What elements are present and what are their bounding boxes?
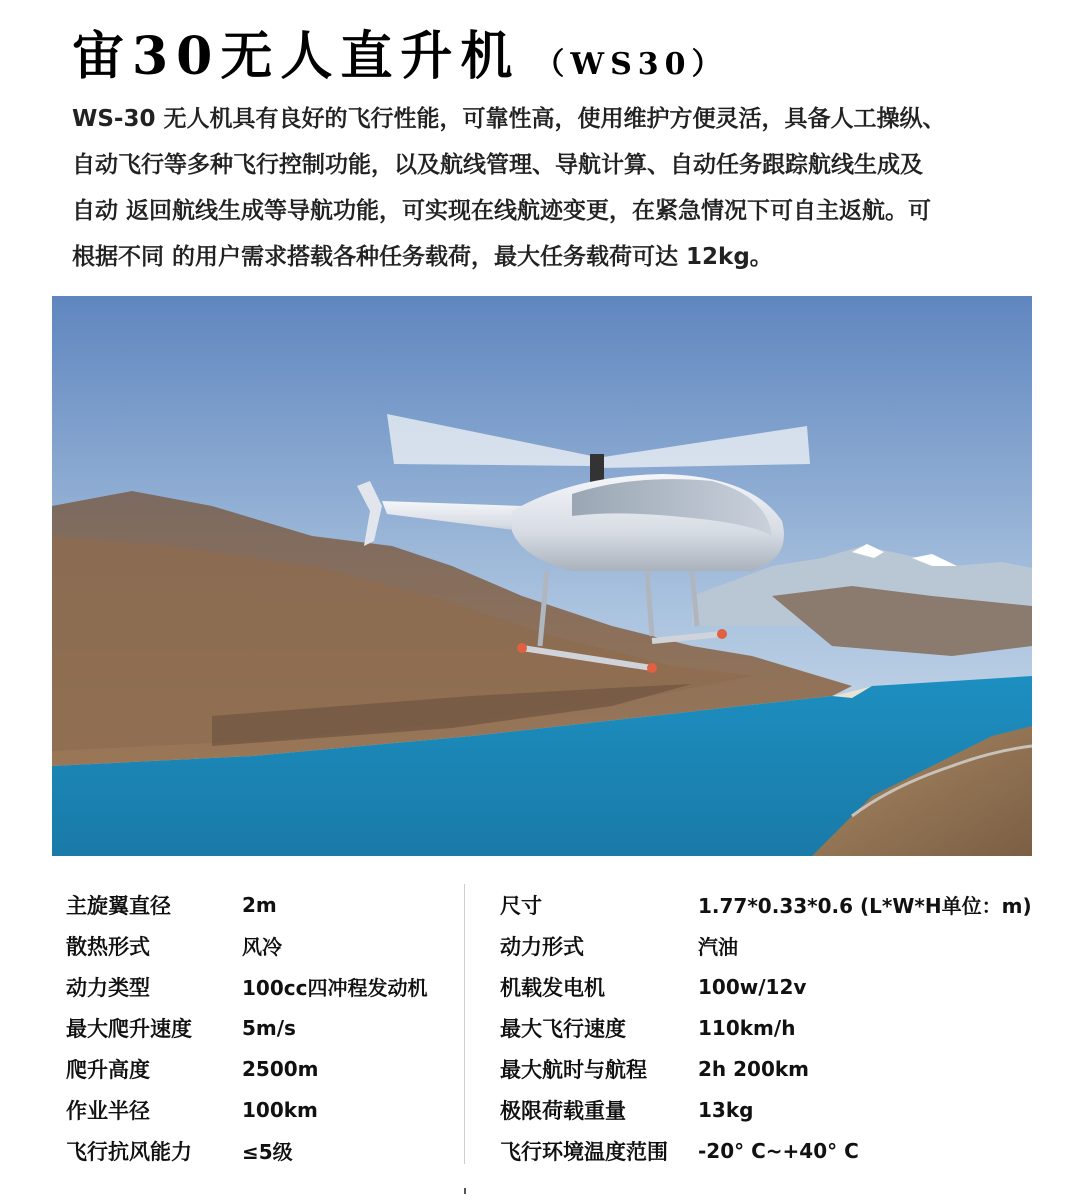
spec-label: 主旋翼直径 <box>66 893 171 918</box>
skid-tip <box>647 663 657 673</box>
spec-row <box>500 1007 1032 1048</box>
spec-label: 散热形式 <box>66 934 150 959</box>
spec-row <box>66 1007 427 1048</box>
title-main: 宙30无人直升机 <box>72 26 521 87</box>
spec-row <box>66 925 427 966</box>
spec-row <box>500 1130 1032 1171</box>
spec-label: 尺寸 <box>500 893 542 918</box>
spec-label: 最大飞行速度 <box>500 1016 626 1041</box>
spec-value: 汽油 <box>698 935 738 959</box>
spec-row <box>500 884 1032 925</box>
spec-row <box>66 884 427 925</box>
spec-value: 2m <box>242 892 277 917</box>
spec-value: 2h 200km <box>698 1056 810 1081</box>
spec-row <box>500 1048 1032 1089</box>
spec-value: 100km <box>242 1097 318 1122</box>
spec-label: 飞行环境温度范围 <box>500 1139 668 1164</box>
intro-line: 自动飞行等多种飞行控制功能，以及航线管理、导航计算、自动任务跟踪航线生成及 <box>72 152 923 178</box>
skid-tip <box>717 629 727 639</box>
intro-line: 自动 返回航线生成等导航功能，可实现在线航迹变更，在紧急情况下可自主返航。可 <box>72 198 932 224</box>
spec-row <box>66 1130 427 1171</box>
spec-row <box>66 1048 427 1089</box>
spec-label: 爬升高度 <box>66 1057 150 1082</box>
rotor-mast <box>590 454 604 484</box>
spec-value: 100w/12v <box>698 974 807 999</box>
spec-label: 飞行抗风能力 <box>66 1139 192 1164</box>
spec-label: 动力类型 <box>66 975 150 1000</box>
spec-value: 2500m <box>242 1056 319 1081</box>
spec-value: 1.77*0.33*0.6 (L*W*H单位：m) <box>698 894 1032 918</box>
intro-line: 根据不同 的用户需求搭载各种任务载荷，最大任务载荷可达 12kg。 <box>72 244 773 270</box>
spec-row <box>66 1089 427 1130</box>
spec-label: 动力形式 <box>500 934 584 959</box>
skid-tip <box>517 643 527 653</box>
spec-value: 5m/s <box>242 1015 296 1040</box>
landscape-illustration <box>52 296 1032 856</box>
spec-row <box>500 925 1032 966</box>
spec-column-left <box>66 884 427 1171</box>
spec-label: 极限荷载重量 <box>500 1098 626 1123</box>
helicopter-photo <box>52 296 1032 856</box>
intro-line: WS-30 无人机具有良好的飞行性能，可靠性高，使用维护方便灵活，具备人工操纵、 <box>72 106 946 132</box>
page-title <box>72 14 727 86</box>
spec-value: 110km/h <box>698 1015 796 1040</box>
spec-label: 最大航时与航程 <box>500 1057 647 1082</box>
spec-label: 最大爬升速度 <box>66 1016 192 1041</box>
spec-label: 机载发电机 <box>500 975 605 1000</box>
spec-label: 作业半径 <box>66 1098 150 1123</box>
spec-table <box>0 880 1080 1190</box>
intro-paragraph <box>72 96 1022 280</box>
spec-row <box>500 966 1032 1007</box>
spec-value: 100cc四冲程发动机 <box>242 976 428 1000</box>
spec-value: ≤5级 <box>242 1140 293 1164</box>
spec-column-right <box>500 884 1032 1171</box>
spec-value: -20° C~+40° C <box>698 1138 859 1163</box>
title-model: （WS30） <box>534 47 728 82</box>
spec-value: 13kg <box>698 1097 754 1122</box>
spec-row <box>66 966 427 1007</box>
spec-value: 风冷 <box>242 935 282 959</box>
spec-row <box>500 1089 1032 1130</box>
